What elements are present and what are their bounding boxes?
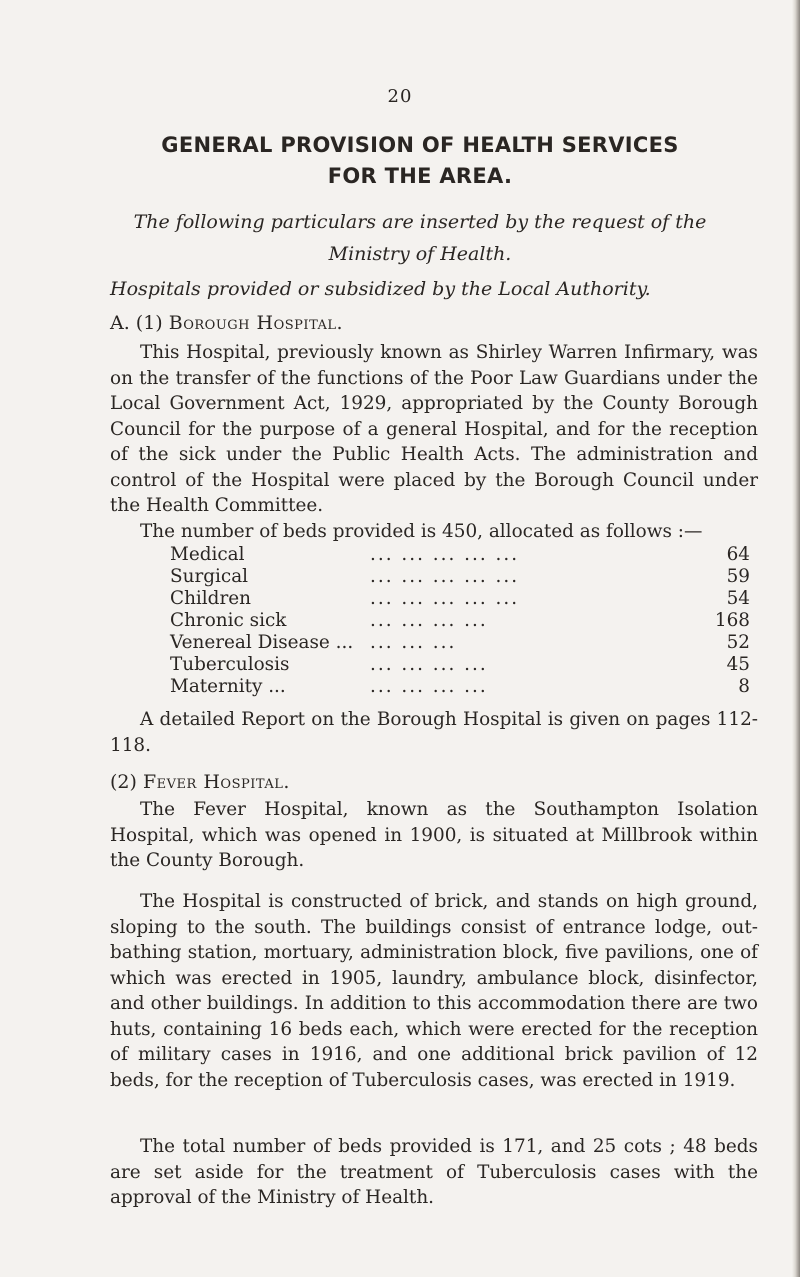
page-heading [110, 130, 730, 192]
section-2-heading [110, 767, 290, 797]
beds-intro: The number of beds provided is 450, allocated as follows :— [140, 521, 703, 542]
beds-table [170, 544, 750, 698]
section-2-paragraph-2: The Hospital is constructed of brick, and stands on high ground, sloping to the south. The buildings consist of entrance lodge, out-bathing station, mortuary, administration block, five pavilions, one of which was erected in 1905, laundry, ambulance block, disinfector, and other buildings. In addition to this accommodation there are two huts, containing 16 beds each, which were erected for the reception of military cases in 1916, and one additional brick pavilion of 12 beds, for the reception of Tuberculosis cases, was erected in 1919. [110, 891, 758, 1091]
bed-count: 59 [726, 566, 750, 587]
heading-line-1: GENERAL PROVISION OF HEALTH SERVICES [161, 133, 679, 157]
bed-count: 45 [726, 654, 750, 675]
bed-leader-dots: ... ... ... ... [370, 654, 488, 675]
section-a-heading [110, 308, 343, 338]
bed-row [170, 632, 750, 654]
bed-count: 54 [726, 588, 750, 609]
bed-leader-dots: ... ... ... ... [370, 610, 488, 631]
bed-row [170, 676, 750, 698]
bed-row [170, 588, 750, 610]
section-2-paragraph-3: The total number of beds provided is 171, and 25 cots ; 48 beds are set aside for the treatment of Tuberculosis cases with the approval of the Ministry of Health. [110, 1136, 758, 1208]
bed-category: Tuberculosis [170, 654, 290, 675]
intro-note [110, 206, 730, 270]
section-a-title: Borough Hospital. [168, 312, 344, 334]
bed-row [170, 566, 750, 588]
page-number: 20 [387, 86, 413, 107]
section-a-prefix: A. (1) [110, 312, 163, 334]
bed-count: 168 [714, 610, 750, 631]
section-a-paragraph: This Hospital, previously known as Shirley Warren Infirmary, was on the transfer of the functions of the Poor Law Guardians under the Local Government Act, 1929, appropriated by the County Borough Council for the purpose of a general Hospital, and for the reception of the sick under the Public Health Acts. The administration and control of the Hospital were placed by the Borough Council under the Health Committee. [110, 342, 758, 516]
section-2-paragraph-1: The Fever Hospital, known as the Southampton Isolation Hospital, which was opened in 1900, is situated at Millbrook within the County Borough. [110, 799, 758, 871]
bed-count: 52 [726, 632, 750, 653]
report-note: A detailed Report on the Borough Hospital is given on pages 112-118. [110, 709, 758, 756]
bed-category: Venereal Disease ... [170, 632, 354, 653]
intro-line-1: The following particulars are inserted by the request of the [133, 211, 707, 233]
bed-leader-dots: ... ... ... ... ... [370, 544, 520, 565]
bed-row [170, 654, 750, 676]
bed-category: Children [170, 588, 251, 609]
bed-category: Chronic sick [170, 610, 287, 631]
bed-row [170, 544, 750, 566]
intro-line-2: Ministry of Health. [328, 243, 512, 265]
bed-leader-dots: ... ... ... ... ... [370, 566, 520, 587]
bed-category: Maternity ... [170, 676, 286, 697]
bed-leader-dots: ... ... ... ... ... [370, 588, 520, 609]
bed-leader-dots: ... ... ... [370, 632, 457, 653]
bed-category: Surgical [170, 566, 249, 587]
heading-line-2: FOR THE AREA. [327, 164, 513, 188]
hospitals-subtitle: Hospitals provided or subsidized by the Local Authority. [110, 278, 651, 300]
bed-count: 8 [738, 676, 750, 697]
section-2-title: Fever Hospital. [142, 771, 290, 793]
bed-category: Medical [170, 544, 245, 565]
bed-row [170, 610, 750, 632]
bed-leader-dots: ... ... ... ... [370, 676, 488, 697]
section-2-prefix: (2) [110, 771, 137, 793]
bed-count: 64 [726, 544, 750, 565]
page-edge-shadow [792, 0, 800, 1277]
